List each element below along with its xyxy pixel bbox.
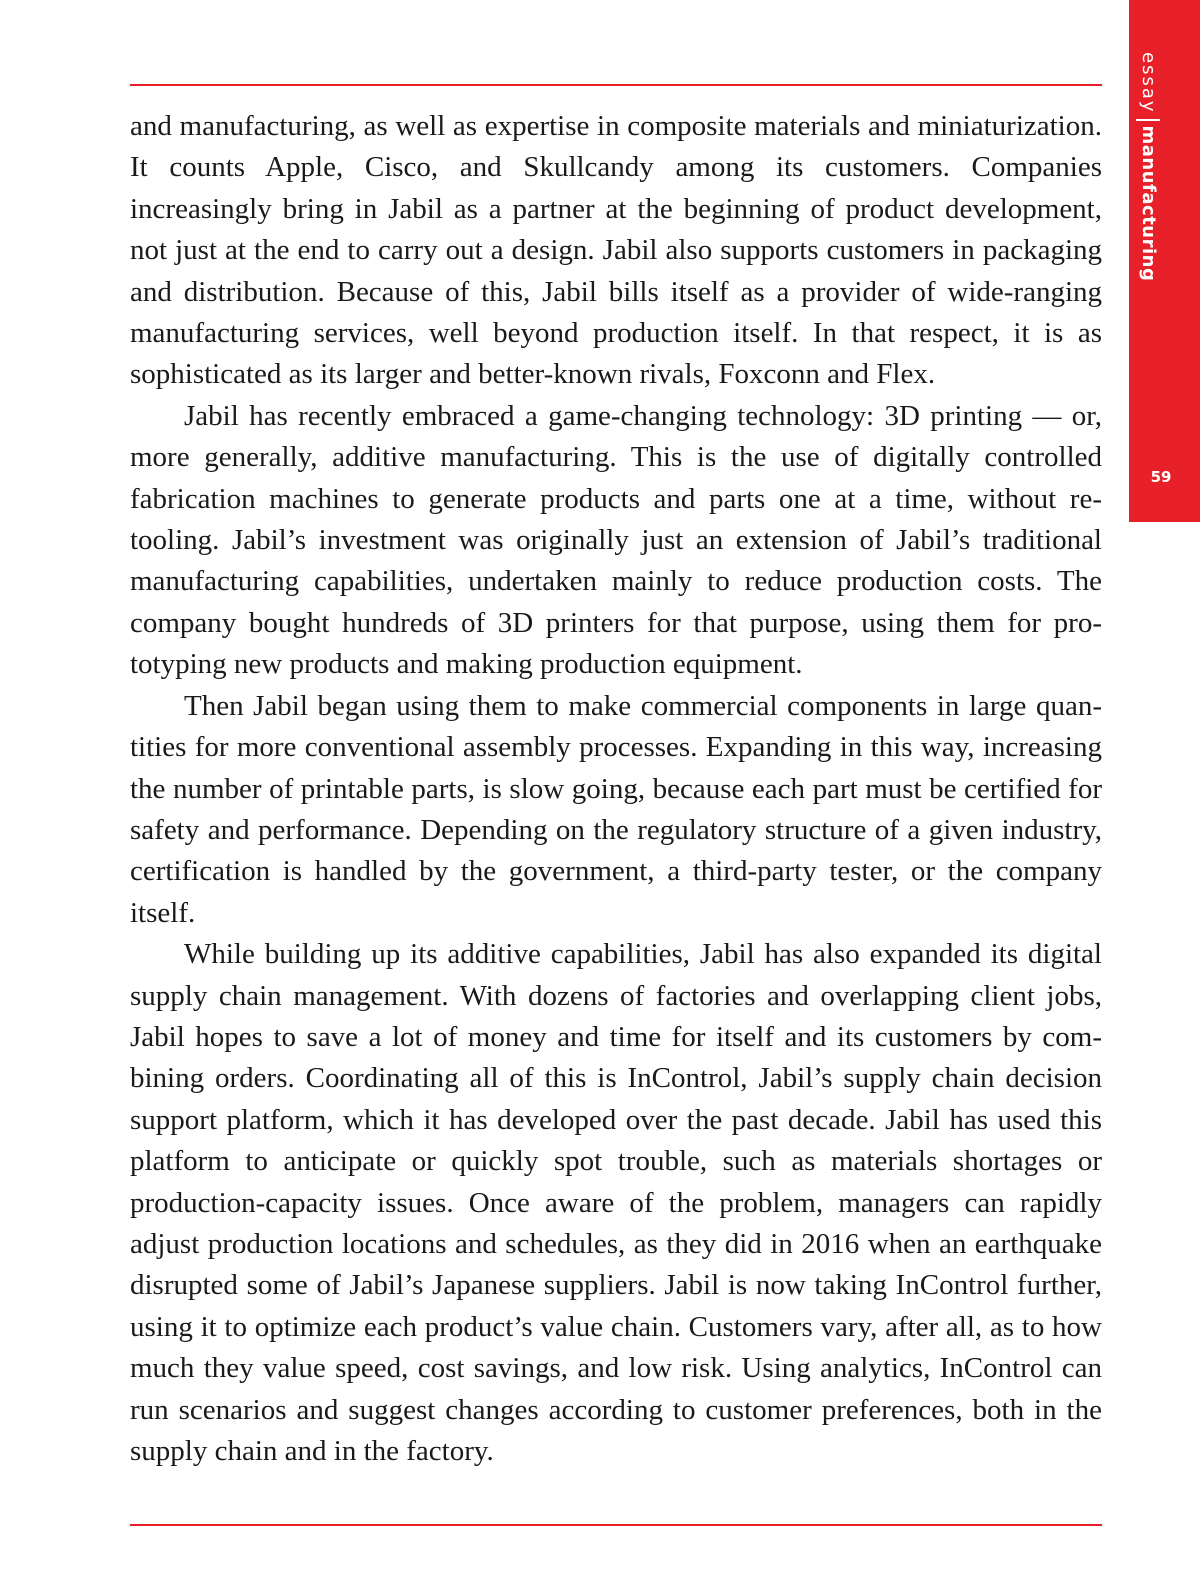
paragraph-2: Jabil has recently embraced a game-changing technology: 3D printing — or, more generally, additive manufacturing. This is the use of digitally controlled fabrication machines to generate products and parts one at a time, without retooling. Jabil’s investment was originally just an extension of Jabil’s traditional manufacturing capabilities, undertaken mainly to reduce production costs. The company bought hundreds of 3D printers for that purpose, using them for prototyping new products and making production equipment.: [130, 399, 1102, 681]
section-label: [1133, 52, 1163, 282]
section-separator: [1136, 119, 1160, 121]
section-topic: manufacturing: [1138, 125, 1159, 282]
article-body: [130, 106, 1102, 1472]
paragraph-4: While building up its additive capabilities, Jabil has also expanded its digital supply chain management. With dozens of factories and overlapping client jobs, Jabil hopes to save a lot of money and time for itself and its customers by combining orders. Coordinating all of this is InControl, Jabil’s supply chain decision support platform, which it has developed over the past decade. Jabil has used this platform to anticipate or quickly spot trouble, such as materials shortages or production-capacity issues. Once aware of the problem, managers can rapidly adjust production locations and schedules, as they did in 2016 when an earthquake disrupted some of Jabil’s Japanese suppliers. Jabil is now taking InControl further, using it to optimize each product’s value chain. Customers vary, after all, as to how much they value speed, cost savings, and low risk. Using analytics, InControl can run scenarios and suggest changes according to customer preferences, both in the supply chain and in the factory.: [130, 938, 1102, 1467]
section-kind: essay: [1138, 52, 1159, 114]
paragraph-1: and manufacturing, as well as expertise in composite materials and miniaturization. It counts Apple, Cisco, and Skullcandy among its customers. Companies increasingly bring in Jabil as a partner at the beginning of product development, not just at the end to carry out a design. Jabil also supports customers in packaging and distribution. Because of this, Jabil bills itself as a provider of wide-ranging manufacturing services, well beyond production itself. In that respect, it is as sophisticated as its larger and better-known rivals, Foxconn and Flex.: [130, 110, 1102, 391]
top-rule: [130, 84, 1102, 86]
bottom-rule: [130, 1524, 1102, 1526]
page-number: 59: [1150, 468, 1172, 486]
paragraph-3: Then Jabil began using them to make commercial components in large quantities for more conventional assembly processes. Expanding in this way, increasing the number of printable parts, is slow going, because each part must be certified for safety and performance. Depending on the regulatory structure of a given industry, certification is handled by the government, a third-party tester, or the company itself.: [130, 689, 1102, 929]
